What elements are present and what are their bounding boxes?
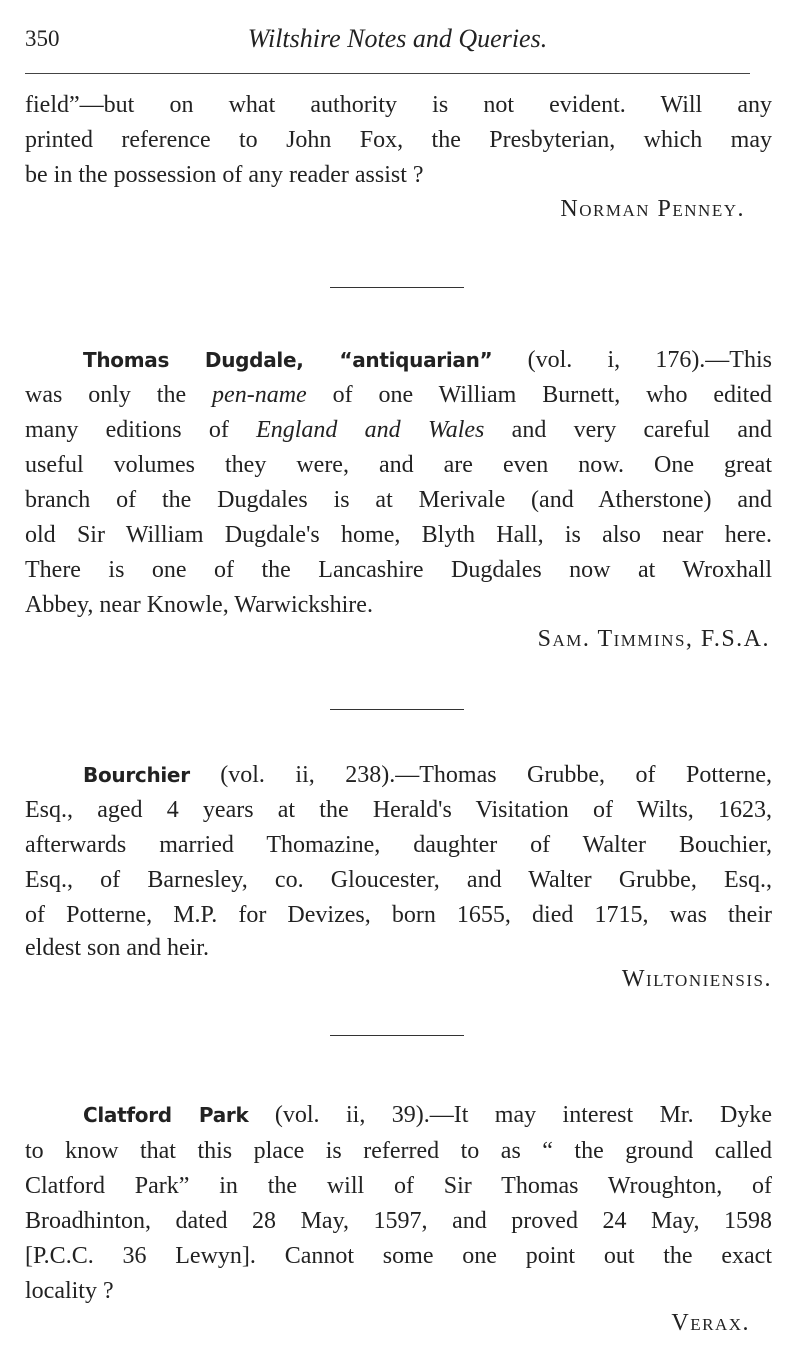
- italic-text: England and Wales: [256, 417, 485, 443]
- text-span: (vol. ii, 238).—Thomas Grubbe, of Potterne,: [189, 762, 772, 788]
- text-span: many editions of: [25, 417, 257, 443]
- text-span: of one William Burnett, who edited: [306, 382, 773, 408]
- text-line: Esq., of Barnesley, co. Gloucester, and Walter Grubbe, Esq.,: [25, 867, 772, 893]
- italic-text: pen-name: [212, 382, 307, 408]
- text-line: [25, 343, 772, 377]
- note-heading: Bourchier: [83, 763, 190, 787]
- signature: Sam. Timmins, F.S.A.: [537, 626, 770, 652]
- header-rule: [25, 73, 750, 74]
- text-line: to know that this place is referred to as “ the ground called: [25, 1138, 772, 1164]
- note-heading: Clatford Park: [83, 1103, 249, 1127]
- text-line: [25, 378, 772, 412]
- running-title: Wiltshire Notes and Queries.: [247, 24, 548, 53]
- section-divider: [330, 1035, 464, 1036]
- signature: Wiltoniensis.: [621, 966, 772, 992]
- text-line: of Potterne, M.P. for Devizes, born 1655, died 1715, was their: [25, 902, 772, 928]
- text-line: Esq., aged 4 years at the Herald's Visitation of Wilts, 1623,: [25, 797, 772, 823]
- text-line: There is one of the Lancashire Dugdales now at Wroxhall: [25, 557, 772, 583]
- text-span: (vol. ii, 39).—It may interest Mr. Dyke: [248, 1102, 772, 1128]
- text-line: [25, 1098, 772, 1132]
- note-heading: Thomas Dugdale, “antiquarian”: [83, 348, 493, 372]
- text-span: and very careful and: [484, 417, 773, 443]
- text-line: afterwards married Thomazine, daughter of Walter Bouchier,: [25, 832, 772, 858]
- text-line: locality ?: [25, 1278, 114, 1304]
- text-line: [25, 758, 772, 792]
- running-header: [25, 20, 770, 56]
- section-divider: [330, 709, 464, 710]
- text-line: Clatford Park” in the will of Sir Thomas Wroughton, of: [25, 1173, 772, 1199]
- text-line: useful volumes they were, and are even now. One great: [25, 452, 772, 478]
- text-line: branch of the Dugdales is at Merivale (and Atherstone) and: [25, 487, 772, 513]
- text-line: field”—but on what authority is not evident. Will any: [25, 92, 772, 118]
- signature: Verax.: [671, 1310, 750, 1336]
- text-line: eldest son and heir.: [25, 935, 209, 961]
- text-line: old Sir William Dugdale's home, Blyth Hall, is also near here.: [25, 522, 772, 548]
- page-number: 350: [25, 26, 60, 51]
- text-line: [P.C.C. 36 Lewyn]. Cannot some one point out the exact: [25, 1243, 772, 1269]
- text-line: be in the possession of any reader assist ?: [25, 162, 424, 188]
- text-line: Broadhinton, dated 28 May, 1597, and proved 24 May, 1598: [25, 1208, 772, 1234]
- text-line: printed reference to John Fox, the Presbyterian, which may: [25, 127, 772, 153]
- text-span: was only the: [25, 382, 213, 408]
- text-line: Abbey, near Knowle, Warwickshire.: [25, 592, 373, 618]
- text-line: [25, 413, 772, 447]
- text-span: (vol. i, 176).—This: [492, 347, 772, 373]
- section-divider: [330, 287, 464, 288]
- signature: Norman Penney.: [560, 196, 745, 222]
